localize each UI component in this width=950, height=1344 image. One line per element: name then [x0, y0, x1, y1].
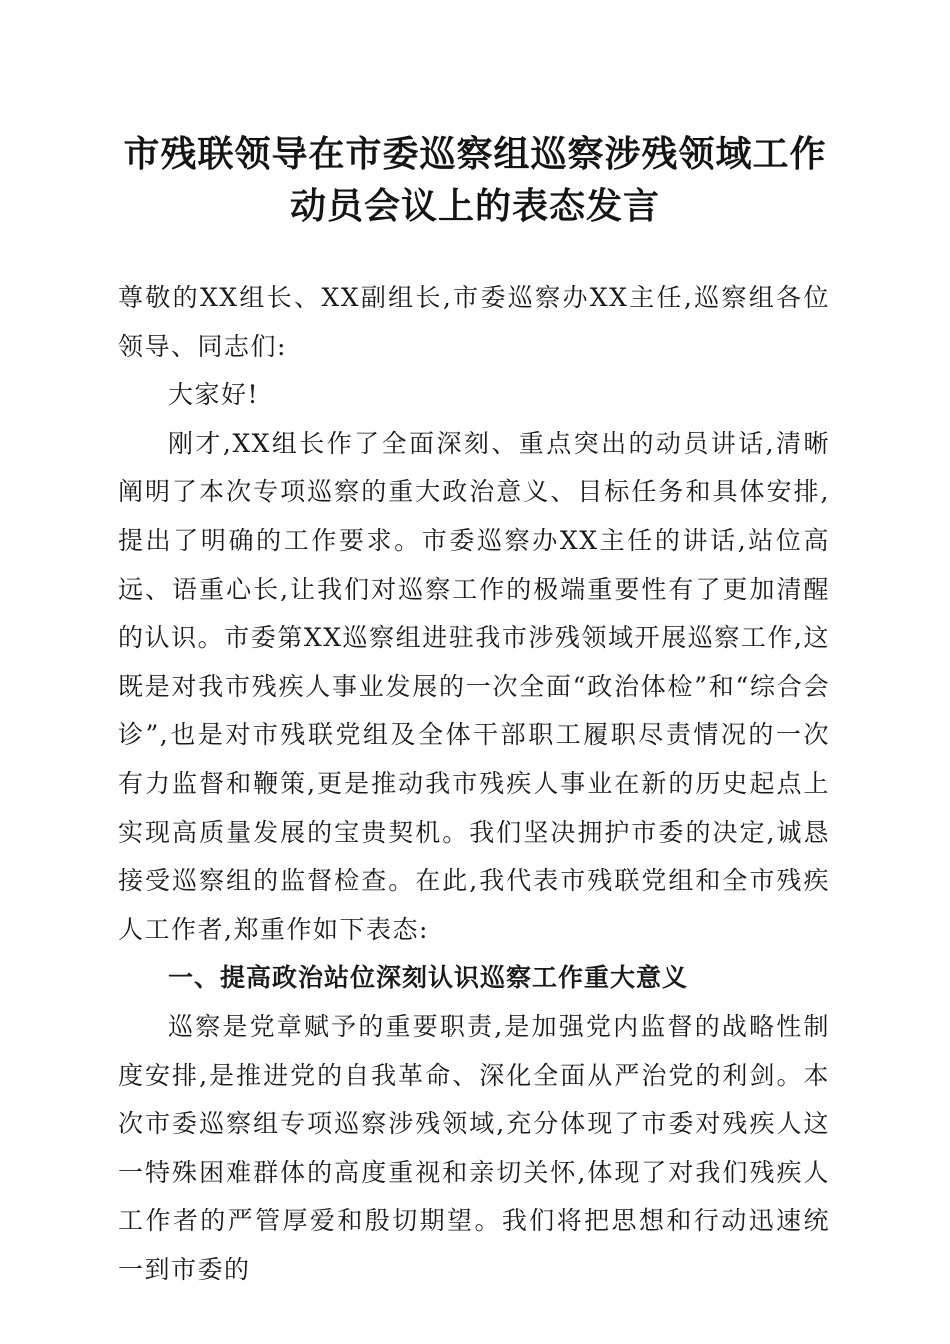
document-title: 市残联领导在市委巡察组巡察涉残领域工作动员会议上的表态发言	[123, 133, 827, 227]
greeting-paragraph: 大家好!	[168, 380, 260, 410]
section-heading-1: 一、提高政治站位深刻认识巡察工作重大意义	[168, 963, 689, 993]
body-paragraph-2: 巡察是党章赋予的重要职责,是加强党内监督的战略性制度安排,是推进党的自我革命、深化全面从严治党的利剑。本次市委巡察组专项巡察涉残领域,充分体现了市委对残疾人这一特殊困难群体的高度重视和亲切关怀,体现了对我们残疾人工作者的严管厚爱和殷切期望。我们将把思想和行动迅速统一到市委的	[118, 1011, 830, 1284]
body-paragraph-1: 刚才,XX组长作了全面深刻、重点突出的动员讲话,清晰阐明了本次专项巡察的重大政治意义、目标任务和具体安排,提出了明确的工作要求。市委巡察办XX主任的讲话,站位高远、语重心长,让我们对巡察工作的极端重要性有了更加清醒的认识。市委第XX巡察组进驻我市涉残领域开展巡察工作,这既是对我市残疾人事业发展的一次全面“政治体检”和“综合会诊”,也是对市残联党组及全体干部职工履职尽责情况的一次有力监督和鞭策,更是推动我市残疾人事业在新的历史起点上实现高质量发展的宝贵契机。我们坚决拥护市委的决定,诚恳接受巡察组的监督检查。在此,我代表市残联党组和全市残疾人工作者,郑重作如下表态:	[118, 428, 830, 944]
document-body	[118, 274, 830, 1294]
salutation-paragraph: 尊敬的XX组长、XX副组长,市委巡察办XX主任,巡察组各位领导、同志们:	[118, 283, 830, 361]
